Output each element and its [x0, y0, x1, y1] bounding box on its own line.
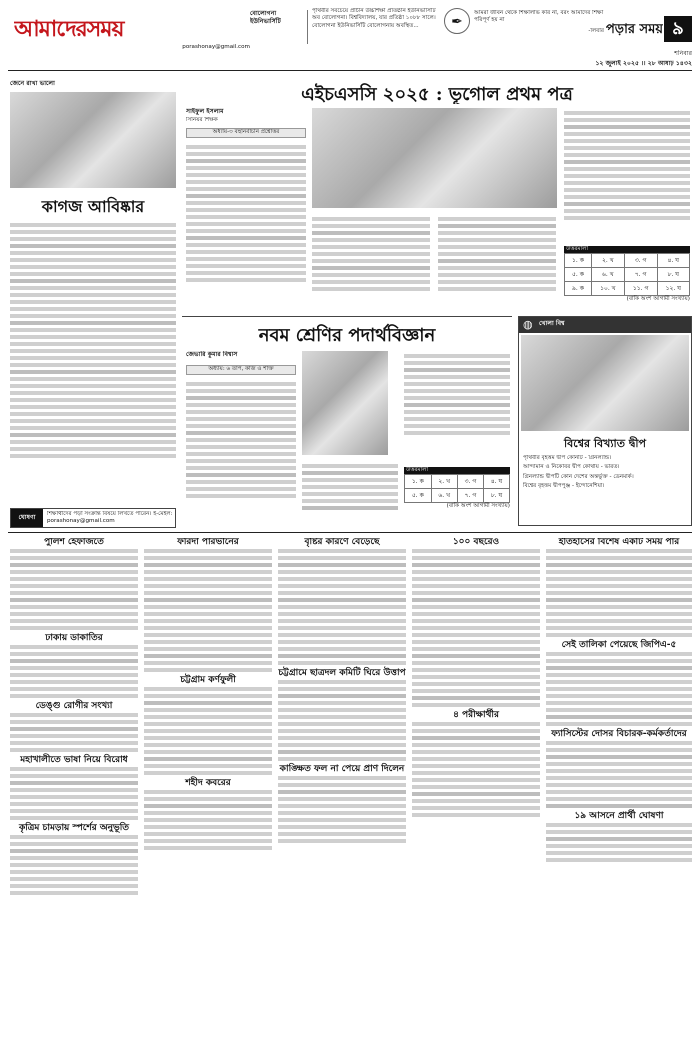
physics-questions-2: [302, 461, 398, 525]
logo: [14, 12, 164, 40]
news-col-3: [278, 538, 406, 1043]
world-heading: খোলা বিশ্ব: [539, 320, 565, 327]
news-police-title: পুলিশ হেফাজতে: [44, 538, 104, 547]
physics-author: জেভারি কুমার বিশ্বাস: [186, 351, 238, 358]
hsc-author-role: সিনিয়র শিক্ষক: [186, 117, 218, 123]
hsc-questions-2: [312, 214, 430, 306]
news-rain-title: বৃষ্টির কারণে বেড়েছে: [304, 538, 380, 547]
pen-icon: ✒: [444, 8, 470, 34]
know-box: [10, 80, 176, 500]
news-shaheed-title: শহীদ কবরের: [185, 778, 231, 788]
news-history-title: ইতিহাসের বিশেষ একটি সময় পার: [558, 538, 680, 547]
day: শনিবার: [674, 50, 692, 57]
world-list: [523, 455, 689, 525]
know-heading: জেনে রাখা ভালো: [10, 80, 55, 87]
hsc-title: এইচএসসি ২০২৫ : ভূগোল প্রথম পত্র: [301, 84, 573, 104]
uni-label: বোলোগনা ইউনিভার্সিটি: [250, 10, 308, 44]
news-col-4: [412, 538, 540, 1043]
news-fascist-title: ফ্যাসিস্টের দোসর বিচারক-কর্মকর্তাদের: [551, 729, 687, 739]
news-dengue-title: ডেঙ্গু রোগীর সংখ্যা: [35, 701, 113, 711]
masthead: [0, 0, 700, 72]
world-item: পৃথিবীর বৃহত্তম দ্বীপ কোনটি - গ্রিনল্যান্ড।: [523, 455, 612, 461]
news-col-2: [144, 538, 272, 1043]
hsc-questions-1: [186, 142, 306, 307]
news-hundred-title: ১০০ বছরেও: [452, 538, 500, 547]
hsc-answer-table: ১. ক ২. খ ৩. গ ৪. ঘ ৫. ক ৬. খ ৭. গ ৮. ঘ ৯. ক ১০. খ ১১. গ ১২. ঘ: [564, 253, 690, 296]
hsc-author: সাইফুল ইসলাম: [186, 108, 224, 115]
notice-text: শিক্ষার্থীদের পড়া সংক্রান্ত বিষয়ে লিখতে পারেন। ই-মেইল: porashonay@gmail.com: [47, 511, 173, 525]
quote: আমরা জীবন থেকে শিক্ষালাভ করি না, বরং আমাদের শিক্ষা পরিপূর্ণ হয় না: [474, 10, 604, 24]
news-gpa-title: সেই তালিকা পেয়েছে জিপিএ-৫: [561, 640, 677, 650]
hsc-questions-3: [438, 214, 556, 306]
world-title: বিশ্বের বিখ্যাত দ্বীপ: [564, 437, 646, 450]
hsc-block: [182, 80, 692, 310]
world-item: গ্রিনল্যান্ড দ্বীপটি কোন দেশের অন্তর্ভুক্ত - ডেনমার্ক।: [523, 473, 634, 480]
hsc-questions-4: [564, 108, 690, 238]
news-ctg-title: চট্টগ্রামে ছাত্রদল কমিটি ঘিরে উত্তাপ: [278, 668, 406, 678]
world-item: আন্দামান ও নিকোবর দ্বীপ কোথায় - ভারত।: [523, 464, 620, 471]
news-dream-title: কাঙ্ক্ষিত ফল না পেয়ে প্রাণ দিলেন: [279, 764, 405, 774]
globe-icon: ◍: [523, 318, 533, 331]
physics-title: নবম শ্রেণির পদার্থবিজ্ঞান: [258, 325, 436, 345]
physics-questions-3: [404, 351, 510, 461]
notice-box: [10, 508, 176, 528]
student-photo: [302, 351, 388, 455]
masthead-rule: [8, 70, 692, 71]
news-farida-title: ফরিদা পারভীনের: [177, 538, 239, 547]
physics-answer-table: ১. ক ২. খ ৩. গ ৪. ঘ ৫. ক ৬. খ ৭. গ ৮. ঘ: [404, 474, 510, 503]
section-name: পড়ার সময়: [605, 22, 663, 37]
world-header: [519, 317, 691, 333]
know-body: [10, 220, 176, 500]
physics-block: [182, 316, 512, 526]
date: ১২ জুলাই ২০২৫ ।। ২৮ আষাঢ় ১৪৩২: [595, 60, 692, 67]
world-box: [518, 316, 692, 526]
page-number: ৯: [664, 16, 692, 42]
news-dhaka-title: ঢাকায় ডাকাতির: [45, 633, 103, 643]
section-rule: [8, 532, 692, 533]
physics-questions-1: [186, 379, 296, 525]
island-photo: [521, 335, 689, 431]
uni-blurb: পৃথিবীর সবচেয়ে প্রাচীন উচ্চশিক্ষা প্রতিষ্ঠান ইউনিভার্সিটি অব বোলোগনা। বিশ্ববিদ্যালয়, যার প্রতিষ্ঠা ১০৮৮ সালে। বোলোগনা ইউনিভার্সিটি বোলোগনায় অবস্থিত...: [312, 8, 436, 29]
masthead-email: porashonay@gmail.com: [182, 44, 250, 50]
physics-chapter: অধ্যায়: ৬ তাপ, কাজ ও শক্তি: [186, 365, 296, 375]
news-nineteen-title: ১৯ আসনে প্রার্থী ঘোষণা: [574, 811, 664, 821]
hsc-answers: উত্তরমালা ১. ক ২. খ ৩. গ ৪. ঘ ৫. ক ৬. খ ৭. গ ৮. ঘ ৯. ক ১০. খ ১১. গ ১২. ঘ (বাকি অংশ আগামী সংখ্যায়): [566, 246, 690, 303]
logo-text: আমাদেরসময়: [14, 16, 124, 40]
quote-author: -লিবার: [588, 28, 604, 34]
notice-label: ঘোষণা: [11, 509, 43, 527]
know-title: কাগজ আবিষ্কার: [41, 197, 145, 214]
news-artificial-title: কৃত্রিম চামড়ায় স্পর্শের অনুভূতি: [18, 823, 130, 833]
paper-photo: [10, 92, 176, 188]
hsc-chapter: অধ্যায়-৩ বহুনির্বাচনি প্রশ্নোত্তর: [186, 128, 306, 138]
exam-photo: [312, 108, 557, 208]
physics-answers: উত্তরমালা ১. ক ২. খ ৩. গ ৪. ঘ ৫. ক ৬. খ ৭. গ ৮. ঘ (বাকি অংশ আগামী সংখ্যায়): [406, 467, 510, 510]
news-col-1: [10, 538, 138, 1043]
world-item: বিশ্বের বৃহত্তম দ্বীপপুঞ্জ - ইন্দোনেশিয়া।: [523, 483, 605, 490]
news-mohakhali-title: মহাখালীতে ভাষা নিয়ে বিরোধ: [20, 755, 128, 765]
news-karnaphuli-title: চট্টগ্রাম কর্ণফুলী: [180, 675, 236, 685]
news-four-title: ৪ পরীক্ষার্থীর: [453, 710, 499, 720]
news-col-5: [546, 538, 692, 1043]
